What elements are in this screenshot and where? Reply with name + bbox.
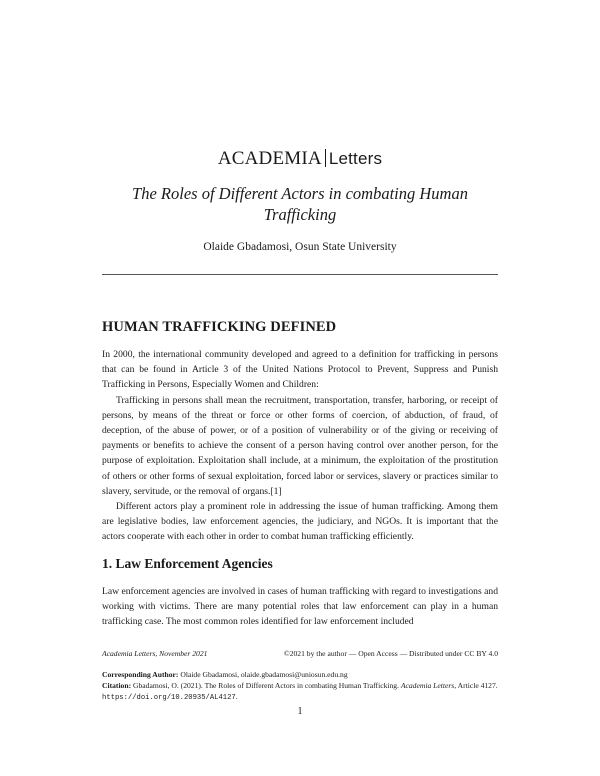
citation-journal: Academia Letters bbox=[400, 681, 455, 690]
citation-label: Citation: bbox=[102, 681, 132, 690]
corresponding-value: Olaide Gbadamosi, olaide.gbadamosi@uniosun.edu.ng bbox=[180, 670, 348, 679]
citation-doi-link[interactable]: https://doi.org/10.20935/AL4127 bbox=[102, 694, 236, 702]
brand-secondary: Letters bbox=[328, 149, 383, 168]
section-body-definition bbox=[102, 347, 498, 545]
corresponding-label: Corresponding Author: bbox=[102, 670, 179, 679]
article-title: The Roles of Different Actors in combating Human Trafficking bbox=[132, 184, 468, 224]
brand-primary: ACADEMIA bbox=[217, 148, 322, 169]
paragraph: Law enforcement agencies are involved in cases of human trafficking with regard to investigations and working with victims. There are many potential roles that law enforcement can play in a human trafficking case. The most common roles identified for law enforcement included bbox=[102, 586, 498, 628]
citation-text: Gbadamosi, O. (2021). The Roles of Different Actors in combating Human Trafficking. bbox=[133, 681, 399, 690]
paragraph: In 2000, the international community developed and agreed to a definition for trafficking in persons that can be found in Article 3 of the United Nations Protocol to Prevent, Suppress and Punish Trafficking in Persons, Especially Women and Children: bbox=[102, 349, 498, 391]
author-affiliation: Olaide Gbadamosi, Osun State University bbox=[203, 241, 397, 253]
academia-letters-logo bbox=[0, 148, 600, 170]
section-body-law-enforcement bbox=[102, 584, 498, 630]
footer-corresponding-author bbox=[102, 669, 498, 680]
header-rule bbox=[102, 274, 498, 275]
paragraph: Trafficking in persons shall mean the recruitment, transportation, transfer, harboring, or receipt of persons, by means of the threat or force or other forms of coercion, of abduction, of fraud, of deception, of the abuse of power, or of a position of vulnerability or of the giving or receiving of payments or benefits to achieve the consent of a person having control over another person, for the purpose of exploitation. Exploitation shall include, at a minimum, the exploitation of the prostitution of others or other forms of sexual exploitation, forced labor or services, slavery or practices similar to slavery, servitude, or the removal of organs.[1] bbox=[102, 394, 498, 497]
footer-license: ©2021 by the author — Open Access — Distributed under CC BY 4.0 bbox=[283, 649, 498, 658]
footer-citation bbox=[102, 680, 498, 704]
footer-journal-line bbox=[102, 648, 498, 659]
citation-article: , Article 4127. bbox=[454, 681, 498, 690]
section-heading-law-enforcement: 1. Law Enforcement Agencies bbox=[102, 556, 273, 571]
footer-journal: Academia Letters, November 2021 bbox=[102, 649, 208, 658]
citation-end: . bbox=[235, 692, 238, 701]
page-number: 1 bbox=[297, 706, 303, 717]
brand-divider bbox=[325, 149, 326, 167]
section-heading-definition: HUMAN TRAFFICKING DEFINED bbox=[102, 319, 337, 335]
paragraph: Different actors play a prominent role in addressing the issue of human trafficking. Among them are legislative bodies, law enforcement agencies, the judiciary, and NGOs. It is important that the actors cooperate with each other in order to combat human trafficking efficiently. bbox=[102, 501, 498, 543]
